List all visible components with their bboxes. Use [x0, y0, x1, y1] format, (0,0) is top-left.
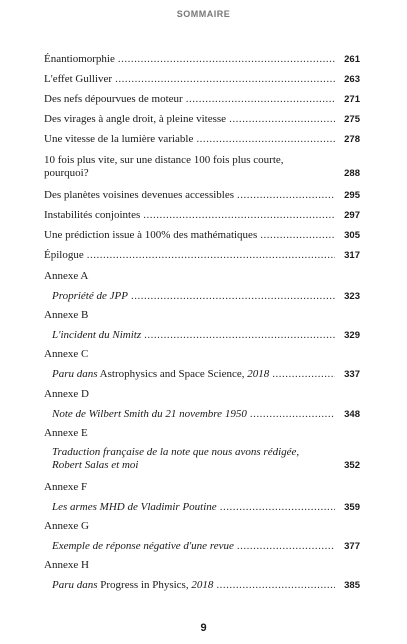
dot-leader	[237, 540, 335, 553]
toc-entry-page: 263	[344, 74, 360, 85]
toc-entry-page: 297	[344, 210, 360, 221]
annex-heading: Annexe G	[44, 520, 89, 532]
toc-entry-page: 329	[344, 330, 360, 341]
toc-entry[interactable]	[44, 540, 360, 553]
toc-entry[interactable]	[44, 290, 360, 303]
dot-leader	[87, 249, 335, 262]
annex-heading: Annexe B	[44, 309, 89, 321]
dot-leader	[186, 93, 335, 106]
annex-heading: Annexe D	[44, 388, 89, 400]
toc-entry-label: L'incident du Nimitz	[52, 329, 142, 341]
dot-leader	[131, 290, 335, 303]
toc-entry[interactable]	[44, 209, 360, 222]
toc-entry-page: 278	[344, 134, 360, 145]
toc-entry-page: 295	[344, 190, 360, 201]
annex-heading: Annexe A	[44, 270, 89, 282]
toc-entry[interactable]	[44, 446, 360, 472]
page-number: 9	[200, 622, 207, 634]
toc-entry-label: Exemple de réponse négative d'une revue	[52, 540, 234, 552]
toc-entry[interactable]	[44, 53, 360, 66]
dot-leader	[237, 189, 335, 202]
dot-leader	[260, 229, 335, 242]
toc-entry[interactable]	[44, 329, 360, 342]
toc-entry-label: Épilogue	[44, 249, 84, 261]
dot-leader	[216, 579, 335, 592]
toc-entry-label: Traduction française de la note que nous avons rédigée, Robert Salas et moi	[52, 446, 300, 471]
toc-entry[interactable]	[44, 93, 360, 106]
toc-entry[interactable]	[44, 189, 360, 202]
toc-entry-page: 261	[344, 54, 360, 65]
toc-entry[interactable]	[44, 229, 360, 242]
toc-entry-label: Des planètes voisines devenues accessibles	[44, 189, 234, 201]
toc-entry-page: 337	[344, 369, 360, 380]
toc-entry[interactable]	[44, 408, 360, 421]
toc-entry[interactable]	[44, 501, 360, 514]
toc-entry-page: 348	[344, 409, 360, 420]
toc-entry[interactable]	[44, 133, 360, 146]
toc-entry-label: Instabilités conjointes	[44, 209, 141, 221]
toc-entry-page: 385	[344, 580, 360, 591]
toc-entry[interactable]	[44, 579, 360, 592]
title-prefix: Paru dans	[52, 579, 98, 591]
annex-heading: Annexe H	[44, 559, 89, 571]
annex-heading: Annexe F	[44, 481, 88, 493]
dot-leader	[118, 53, 335, 66]
journal-name: Progress in Physics,	[97, 579, 192, 591]
dot-leader	[220, 501, 335, 514]
dot-leader	[143, 209, 335, 222]
toc-entry-label	[44, 368, 269, 381]
page-title: SOMMAIRE	[176, 9, 231, 19]
toc-entry-page: 323	[344, 291, 360, 302]
toc-entry-label: Les armes MHD de Vladimir Poutine	[52, 501, 217, 513]
journal-name: Astrophysics and Space Science,	[97, 368, 248, 380]
toc-entry-label	[44, 579, 213, 592]
dot-leader	[196, 133, 335, 146]
toc-entry-page: 275	[344, 114, 360, 125]
toc-entry[interactable]	[44, 249, 360, 262]
toc-entry[interactable]	[44, 368, 360, 381]
toc-entry-page: 377	[344, 541, 360, 552]
title-prefix: Paru dans	[52, 368, 98, 380]
toc-entry-page: 305	[344, 230, 360, 241]
dot-leader	[272, 368, 335, 381]
toc-entry[interactable]	[44, 154, 360, 180]
toc-entry-label: 10 fois plus vite, sur une distance 100 fois plus courte, pourquoi?	[44, 154, 284, 179]
toc-entry[interactable]	[44, 113, 360, 126]
toc-entry-label: Une vitesse de la lumière variable	[44, 133, 194, 145]
title-year: 2018	[247, 368, 270, 380]
dot-leader	[229, 113, 335, 126]
toc-entry-label: Des virages à angle droit, à pleine vitesse	[44, 113, 227, 125]
toc-entry-label: Énantiomorphie	[44, 53, 115, 65]
toc-entry-page: 288	[344, 168, 360, 179]
annex-heading: Annexe E	[44, 427, 88, 439]
toc-entry[interactable]	[44, 73, 360, 86]
toc-entry-page: 359	[344, 502, 360, 513]
toc-entry-page: 317	[344, 250, 360, 261]
toc-entry-label: L'effet Gulliver	[44, 73, 113, 85]
toc-entry-label: Propriété de JPP	[52, 290, 128, 302]
dot-leader	[250, 408, 335, 421]
toc-entry-page: 352	[344, 460, 360, 471]
annex-heading: Annexe C	[44, 348, 89, 360]
toc-entry-label: Note de Wilbert Smith du 21 novembre 1950	[52, 408, 247, 420]
dot-leader	[144, 329, 335, 342]
toc-entry-page: 271	[344, 94, 360, 105]
toc-entry-label: Une prédiction issue à 100% des mathématiques	[44, 229, 258, 241]
toc-entry-label: Des nefs dépourvues de moteur	[44, 93, 183, 105]
dot-leader	[115, 73, 335, 86]
title-year: 2018	[191, 579, 214, 591]
